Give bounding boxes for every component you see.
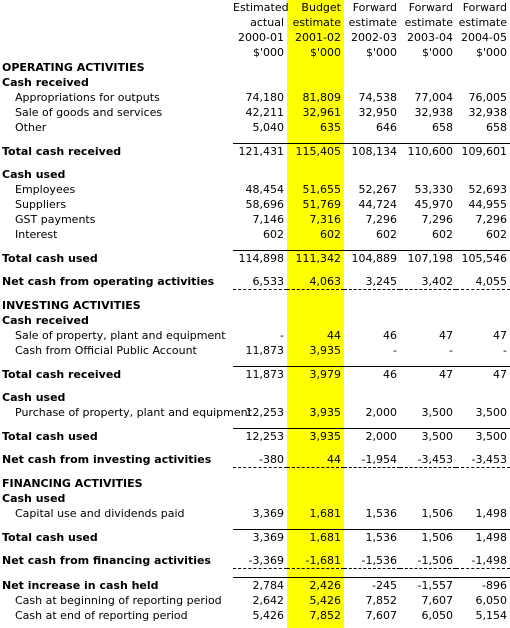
value-cell	[400, 313, 456, 328]
value-cell: 602	[376, 228, 397, 241]
header-cell: Forward	[462, 1, 507, 14]
value-cell: 45,970	[414, 198, 453, 211]
value-cell: 12,253	[233, 429, 287, 445]
value-cell	[287, 298, 344, 313]
value-cell: -	[503, 344, 507, 357]
header-row	[0, 45, 510, 60]
header-cell: 2000-01	[238, 31, 284, 44]
row-label: Total cash used	[2, 429, 98, 443]
value-cell: 3,369	[252, 507, 284, 520]
subheading-row	[0, 491, 510, 506]
row-label: Sale of property, plant and equipment	[15, 329, 226, 342]
value-cell: 105,546	[456, 251, 510, 267]
value-cell: -3,453	[400, 452, 456, 468]
value-cell	[233, 313, 287, 328]
line-item-row	[0, 197, 510, 212]
header-cell: Estimated	[233, 1, 289, 14]
header-cell: $'000	[252, 46, 284, 59]
value-cell: 2,426	[287, 578, 344, 594]
value-cell	[400, 298, 456, 313]
value-cell: 114,898	[233, 251, 287, 267]
value-cell: 32,938	[414, 106, 453, 119]
value-cell	[233, 60, 287, 75]
value-cell: -1,681	[287, 553, 344, 569]
value-cell	[400, 60, 456, 75]
spacer-row	[0, 420, 510, 429]
line-item-row	[0, 120, 510, 135]
value-cell: 7,296	[365, 213, 397, 226]
value-cell: -	[449, 344, 453, 357]
spacer-cell	[0, 135, 510, 144]
value-cell: 2,642	[252, 594, 284, 607]
spacer-cell	[0, 358, 510, 367]
value-cell: 51,769	[302, 198, 341, 211]
line-item-row	[0, 405, 510, 420]
value-cell: 77,004	[414, 91, 453, 104]
header-cell: estimate	[404, 16, 453, 29]
spacer-cell	[0, 290, 510, 299]
section-heading-row	[0, 298, 510, 313]
row-label: Net cash from operating activities	[2, 275, 215, 289]
value-cell: 74,180	[245, 91, 284, 104]
value-cell	[287, 390, 344, 405]
value-cell: 6,533	[233, 274, 287, 290]
value-cell	[456, 60, 510, 75]
header-cell: estimate	[292, 16, 341, 29]
section-heading-row	[0, 60, 510, 75]
value-cell: 602	[486, 228, 507, 241]
header-cell: 2001-02	[295, 31, 341, 44]
value-cell: 3,935	[309, 406, 341, 419]
header-blank	[0, 15, 233, 30]
value-cell: 7,852	[365, 594, 397, 607]
total-row	[0, 578, 510, 594]
value-cell: -1,498	[456, 553, 510, 569]
value-cell: 104,889	[344, 251, 400, 267]
subheading-row	[0, 390, 510, 405]
value-cell: 7,607	[421, 594, 453, 607]
value-cell: 7,296	[475, 213, 507, 226]
value-cell: 46	[383, 329, 397, 342]
subheading-row	[0, 313, 510, 328]
value-cell: 46	[344, 367, 400, 383]
value-cell: -1,506	[400, 553, 456, 569]
value-cell: 5,040	[252, 121, 284, 134]
value-cell: -1,557	[400, 578, 456, 594]
value-cell	[287, 313, 344, 328]
row-label: Cash from Official Public Account	[15, 344, 197, 357]
value-cell: 5,426	[252, 609, 284, 622]
row-label: Appropriations for outputs	[15, 91, 160, 104]
value-cell: 3,500	[475, 406, 507, 419]
spacer-row	[0, 242, 510, 251]
row-label: Sale of goods and services	[15, 106, 163, 119]
value-cell: 3,979	[287, 367, 344, 383]
value-cell	[233, 476, 287, 491]
net-cash-row	[0, 274, 510, 290]
value-cell: 44,724	[358, 198, 397, 211]
line-item-row	[0, 212, 510, 227]
value-cell: 3,935	[309, 344, 341, 357]
value-cell: 3,402	[400, 274, 456, 290]
row-label: Purchase of property, plant and equipment	[15, 406, 252, 419]
value-cell	[400, 75, 456, 90]
value-cell: 32,938	[468, 106, 507, 119]
value-cell: 1,506	[400, 530, 456, 546]
value-cell: -1,536	[344, 553, 400, 569]
subheading-row	[0, 167, 510, 182]
row-label: Interest	[15, 228, 58, 241]
value-cell	[344, 167, 400, 182]
row-label: Total cash received	[2, 367, 122, 381]
total-row	[0, 530, 510, 546]
row-label: Net cash from investing activities	[2, 453, 212, 467]
row-label: Net cash from financing activities	[2, 554, 211, 568]
value-cell	[344, 390, 400, 405]
value-cell: 3,935	[287, 429, 344, 445]
spacer-cell	[0, 420, 510, 429]
spacer-row	[0, 135, 510, 144]
total-row	[0, 429, 510, 445]
value-cell: 5,426	[309, 594, 341, 607]
net-cash-row	[0, 553, 510, 569]
value-cell: 76,005	[468, 91, 507, 104]
value-cell: 115,405	[287, 144, 344, 160]
spacer-row	[0, 358, 510, 367]
value-cell: -3,369	[233, 553, 287, 569]
row-label: FINANCING ACTIVITIES	[2, 477, 143, 490]
value-cell: 53,330	[414, 183, 453, 196]
value-cell: 1,681	[287, 530, 344, 546]
header-cell: 2003-04	[407, 31, 453, 44]
row-label: Cash received	[2, 314, 89, 327]
row-label: Total cash received	[2, 144, 122, 158]
value-cell: 602	[320, 228, 341, 241]
value-cell	[456, 491, 510, 506]
line-item-row	[0, 90, 510, 105]
value-cell: 1,498	[456, 530, 510, 546]
value-cell: 635	[320, 121, 341, 134]
value-cell: 6,050	[421, 609, 453, 622]
line-item-row	[0, 608, 510, 623]
value-cell: 47	[493, 329, 507, 342]
header-cell: $'000	[421, 46, 453, 59]
row-label: Cash used	[2, 168, 66, 181]
value-cell: 658	[486, 121, 507, 134]
value-cell	[456, 167, 510, 182]
value-cell	[287, 75, 344, 90]
spacer-cell	[0, 569, 510, 578]
value-cell: 3,500	[400, 429, 456, 445]
value-cell: 32,961	[302, 106, 341, 119]
value-cell: 108,134	[344, 144, 400, 160]
value-cell: 44,955	[468, 198, 507, 211]
value-cell: 658	[432, 121, 453, 134]
value-cell: 111,342	[287, 251, 344, 267]
row-label: Capital use and dividends paid	[15, 507, 185, 520]
header-cell: estimate	[458, 16, 507, 29]
value-cell: 602	[263, 228, 284, 241]
row-label: Net increase in cash held	[2, 578, 159, 592]
spacer-cell	[0, 468, 510, 477]
value-cell: 4,063	[287, 274, 344, 290]
spacer-cell	[0, 159, 510, 167]
value-cell: 1,536	[344, 530, 400, 546]
total-row	[0, 144, 510, 160]
value-cell: 7,316	[309, 213, 341, 226]
value-cell	[456, 75, 510, 90]
value-cell: 3,245	[344, 274, 400, 290]
line-item-row	[0, 328, 510, 343]
value-cell: 48,454	[245, 183, 284, 196]
value-cell: 1,498	[475, 507, 507, 520]
value-cell: 121,431	[233, 144, 287, 160]
value-cell: 602	[432, 228, 453, 241]
subheading-row	[0, 75, 510, 90]
header-cell: 2004-05	[461, 31, 507, 44]
value-cell: 52,693	[468, 183, 507, 196]
row-label: Cash at end of reporting period	[15, 609, 188, 622]
spacer-row	[0, 521, 510, 530]
value-cell: -	[280, 329, 284, 342]
value-cell: 47	[456, 367, 510, 383]
value-cell: 2,000	[365, 406, 397, 419]
header-cell: $'000	[475, 46, 507, 59]
value-cell	[287, 491, 344, 506]
header-cell: Budget	[301, 1, 341, 14]
value-cell	[233, 167, 287, 182]
value-cell	[456, 298, 510, 313]
value-cell	[400, 390, 456, 405]
spacer-cell	[0, 242, 510, 251]
value-cell: 2,000	[344, 429, 400, 445]
value-cell: -3,453	[456, 452, 510, 468]
row-label: Total cash used	[2, 530, 98, 544]
value-cell: -380	[233, 452, 287, 468]
value-cell: 107,198	[400, 251, 456, 267]
value-cell	[287, 167, 344, 182]
row-label: Other	[15, 121, 47, 134]
value-cell: 52,267	[358, 183, 397, 196]
value-cell	[344, 476, 400, 491]
header-blank	[0, 45, 233, 60]
value-cell	[287, 60, 344, 75]
header-cell: estimate	[348, 16, 397, 29]
value-cell	[233, 298, 287, 313]
value-cell	[233, 390, 287, 405]
value-cell: 1,536	[365, 507, 397, 520]
value-cell: -	[393, 344, 397, 357]
value-cell	[344, 298, 400, 313]
section-heading-row	[0, 476, 510, 491]
value-cell	[344, 491, 400, 506]
header-blank	[0, 30, 233, 45]
row-label: Cash used	[2, 391, 66, 404]
row-label: Cash at beginning of reporting period	[15, 594, 222, 607]
value-cell: 32,950	[358, 106, 397, 119]
row-label: Employees	[15, 183, 76, 196]
line-item-row	[0, 182, 510, 197]
line-item-row	[0, 593, 510, 608]
row-label: INVESTING ACTIVITIES	[2, 299, 141, 312]
value-cell: 2,784	[233, 578, 287, 594]
value-cell	[456, 390, 510, 405]
line-item-row	[0, 343, 510, 358]
value-cell: 58,696	[245, 198, 284, 211]
value-cell: -245	[344, 578, 400, 594]
value-cell: 7,852	[309, 609, 341, 622]
value-cell: 3,369	[233, 530, 287, 546]
value-cell: -1,954	[344, 452, 400, 468]
row-label: Suppliers	[15, 198, 67, 211]
value-cell: 3,500	[421, 406, 453, 419]
value-cell: 3,500	[456, 429, 510, 445]
spacer-row	[0, 444, 510, 452]
line-item-row	[0, 227, 510, 242]
value-cell: -896	[456, 578, 510, 594]
value-cell: 7,296	[421, 213, 453, 226]
value-cell: 1,681	[309, 507, 341, 520]
value-cell: 6,050	[475, 594, 507, 607]
value-cell: 44	[287, 452, 344, 468]
header-cell: Forward	[352, 1, 397, 14]
header-cell: 2002-03	[351, 31, 397, 44]
value-cell: 44	[327, 329, 341, 342]
value-cell: 11,873	[233, 367, 287, 383]
line-item-row	[0, 506, 510, 521]
spacer-row	[0, 569, 510, 578]
spacer-row	[0, 382, 510, 390]
value-cell: 4,055	[456, 274, 510, 290]
value-cell	[400, 476, 456, 491]
value-cell	[233, 491, 287, 506]
value-cell	[287, 476, 344, 491]
value-cell	[344, 60, 400, 75]
row-label: OPERATING ACTIVITIES	[2, 61, 145, 74]
row-label: GST payments	[15, 213, 96, 226]
total-row	[0, 251, 510, 267]
value-cell: 12,253	[245, 406, 284, 419]
value-cell: 47	[400, 367, 456, 383]
value-cell: 109,601	[456, 144, 510, 160]
header-cell: $'000	[309, 46, 341, 59]
value-cell	[456, 313, 510, 328]
value-cell: 51,655	[302, 183, 341, 196]
value-cell: 11,873	[245, 344, 284, 357]
header-row	[0, 15, 510, 30]
spacer-cell	[0, 444, 510, 452]
value-cell: 47	[439, 329, 453, 342]
total-row	[0, 367, 510, 383]
value-cell	[233, 75, 287, 90]
header-cell: $'000	[365, 46, 397, 59]
row-label: Total cash used	[2, 251, 98, 265]
line-item-row	[0, 105, 510, 120]
value-cell: 7,146	[252, 213, 284, 226]
value-cell: 74,538	[358, 91, 397, 104]
header-cell: Forward	[408, 1, 453, 14]
spacer-cell	[0, 521, 510, 530]
spacer-cell	[0, 545, 510, 553]
spacer-row	[0, 159, 510, 167]
spacer-cell	[0, 382, 510, 390]
value-cell: 1,506	[421, 507, 453, 520]
value-cell: 7,607	[365, 609, 397, 622]
spacer-row	[0, 545, 510, 553]
spacer-cell	[0, 266, 510, 274]
value-cell	[344, 313, 400, 328]
value-cell	[400, 491, 456, 506]
value-cell	[456, 476, 510, 491]
net-cash-row	[0, 452, 510, 468]
value-cell	[400, 167, 456, 182]
value-cell: 5,154	[475, 609, 507, 622]
spacer-row	[0, 468, 510, 477]
value-cell: 42,211	[245, 106, 284, 119]
spacer-row	[0, 290, 510, 299]
header-row	[0, 30, 510, 45]
header-blank	[0, 0, 233, 15]
row-label: Cash used	[2, 492, 66, 505]
value-cell: 81,809	[302, 91, 341, 104]
spacer-row	[0, 266, 510, 274]
header-row	[0, 0, 510, 15]
header-cell: actual	[250, 16, 284, 29]
row-label: Cash received	[2, 76, 89, 89]
value-cell: 646	[376, 121, 397, 134]
value-cell: 110,600	[400, 144, 456, 160]
value-cell	[344, 75, 400, 90]
